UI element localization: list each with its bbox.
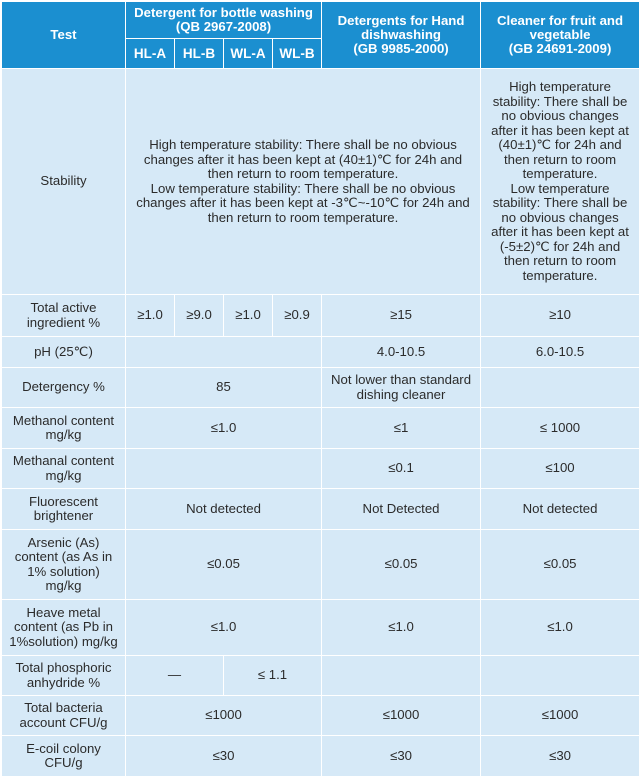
- table-row-arsenic: [2, 530, 640, 600]
- ecoli-bottle-value: ≤30: [126, 736, 322, 777]
- row-label: pH (25℃): [2, 337, 126, 368]
- header-row: [2, 2, 640, 39]
- table-row-methanal: [2, 449, 640, 489]
- row-label: Detergency %: [2, 368, 126, 408]
- subheader-wl-b: WL-B: [273, 39, 322, 69]
- header-hand-dishwashing: Detergents for Hand dishwashing (GB 9985-2000): [322, 2, 481, 69]
- ph-hand-value: 4.0-10.5: [322, 337, 481, 368]
- table-row-ph: [2, 337, 640, 368]
- subheader-hl-b: HL-B: [175, 39, 224, 69]
- arsenic-bottle-value: ≤0.05: [126, 530, 322, 600]
- row-label: Methanol content mg/kg: [2, 408, 126, 449]
- methanal-bottle-value: [126, 449, 322, 489]
- row-label: Fluorescent brightener: [2, 489, 126, 530]
- active-hand-value: ≥15: [322, 295, 481, 337]
- arsenic-fruit-value: ≤0.05: [481, 530, 640, 600]
- detergency-hand-value: Not lower than standard dishing cleaner: [322, 368, 481, 408]
- row-label: Stability: [2, 69, 126, 295]
- table-row-bacteria: [2, 696, 640, 736]
- stability-fruit-value: High temperature stability: There shall be no obvious changes after it has been kept at (40±1)℃ for 24h and then return to room temperature. Low temperature stability: There shall be no obvious changes after it has been kept at (-5±2)℃ for 24h and then return to room temperature.: [481, 69, 640, 295]
- header-fruit-vegetable: Cleaner for fruit and vegetable (GB 24691-2009): [481, 2, 640, 69]
- fluorescent-fruit-value: Not detected: [481, 489, 640, 530]
- detergency-bottle-value: 85: [126, 368, 322, 408]
- heavy-bottle-value: ≤1.0: [126, 600, 322, 656]
- phosphoric-hl-value: —: [126, 656, 224, 696]
- bacteria-hand-value: ≤1000: [322, 696, 481, 736]
- row-label: Total bacteria account CFU/g: [2, 696, 126, 736]
- ph-fruit-value: 6.0-10.5: [481, 337, 640, 368]
- fluorescent-hand-value: Not Detected: [322, 489, 481, 530]
- standards-table: [1, 1, 640, 777]
- ecoli-fruit-value: ≤30: [481, 736, 640, 777]
- header-test: Test: [2, 2, 126, 69]
- arsenic-hand-value: ≤0.05: [322, 530, 481, 600]
- table-row-detergency: [2, 368, 640, 408]
- methanal-hand-value: ≤0.1: [322, 449, 481, 489]
- ecoli-hand-value: ≤30: [322, 736, 481, 777]
- heavy-fruit-value: ≤1.0: [481, 600, 640, 656]
- subheader-wl-a: WL-A: [224, 39, 273, 69]
- row-label: Total active ingredient %: [2, 295, 126, 337]
- phosphoric-hand-value: [322, 656, 481, 696]
- detergency-fruit-value: [481, 368, 640, 408]
- active-fruit-value: ≥10: [481, 295, 640, 337]
- subheader-hl-a: HL-A: [126, 39, 175, 69]
- methanal-fruit-value: ≤100: [481, 449, 640, 489]
- table-row-methanol: [2, 408, 640, 449]
- methanol-bottle-value: ≤1.0: [126, 408, 322, 449]
- bacteria-fruit-value: ≤1000: [481, 696, 640, 736]
- row-label: Methanal content mg/kg: [2, 449, 126, 489]
- table-row-stability: [2, 69, 640, 295]
- table-row-ecoli: [2, 736, 640, 777]
- table-row-fluorescent: [2, 489, 640, 530]
- stability-bottle-hand-value: High temperature stability: There shall be no obvious changes after it has been kept at (40±1)℃ for 24h and then return to room temperature. Low temperature stability: There shall be no obvious changes after it has been kept at -3℃~-10℃ for 24h and then return to room temperature.: [126, 69, 481, 295]
- row-label: Total phosphoric anhydride %: [2, 656, 126, 696]
- active-wl-b-value: ≥0.9: [273, 295, 322, 337]
- row-label: Arsenic (As) content (as As in 1% solution) mg/kg: [2, 530, 126, 600]
- table-row-active-ingredient: [2, 295, 640, 337]
- fluorescent-bottle-value: Not detected: [126, 489, 322, 530]
- heavy-hand-value: ≤1.0: [322, 600, 481, 656]
- methanol-hand-value: ≤1: [322, 408, 481, 449]
- active-hl-a-value: ≥1.0: [126, 295, 175, 337]
- phosphoric-wl-value: ≤ 1.1: [224, 656, 322, 696]
- header-bottle-washing: Detergent for bottle washing (QB 2967-2008): [126, 2, 322, 39]
- methanol-fruit-value: ≤ 1000: [481, 408, 640, 449]
- bacteria-bottle-value: ≤1000: [126, 696, 322, 736]
- active-wl-a-value: ≥1.0: [224, 295, 273, 337]
- ph-bottle-value: [126, 337, 322, 368]
- table-row-heavy-metal: [2, 600, 640, 656]
- active-hl-b-value: ≥9.0: [175, 295, 224, 337]
- table-row-phosphoric: [2, 656, 640, 696]
- row-label: E-coil colony CFU/g: [2, 736, 126, 777]
- phosphoric-fruit-value: [481, 656, 640, 696]
- row-label: Heave metal content (as Pb in 1%solution) mg/kg: [2, 600, 126, 656]
